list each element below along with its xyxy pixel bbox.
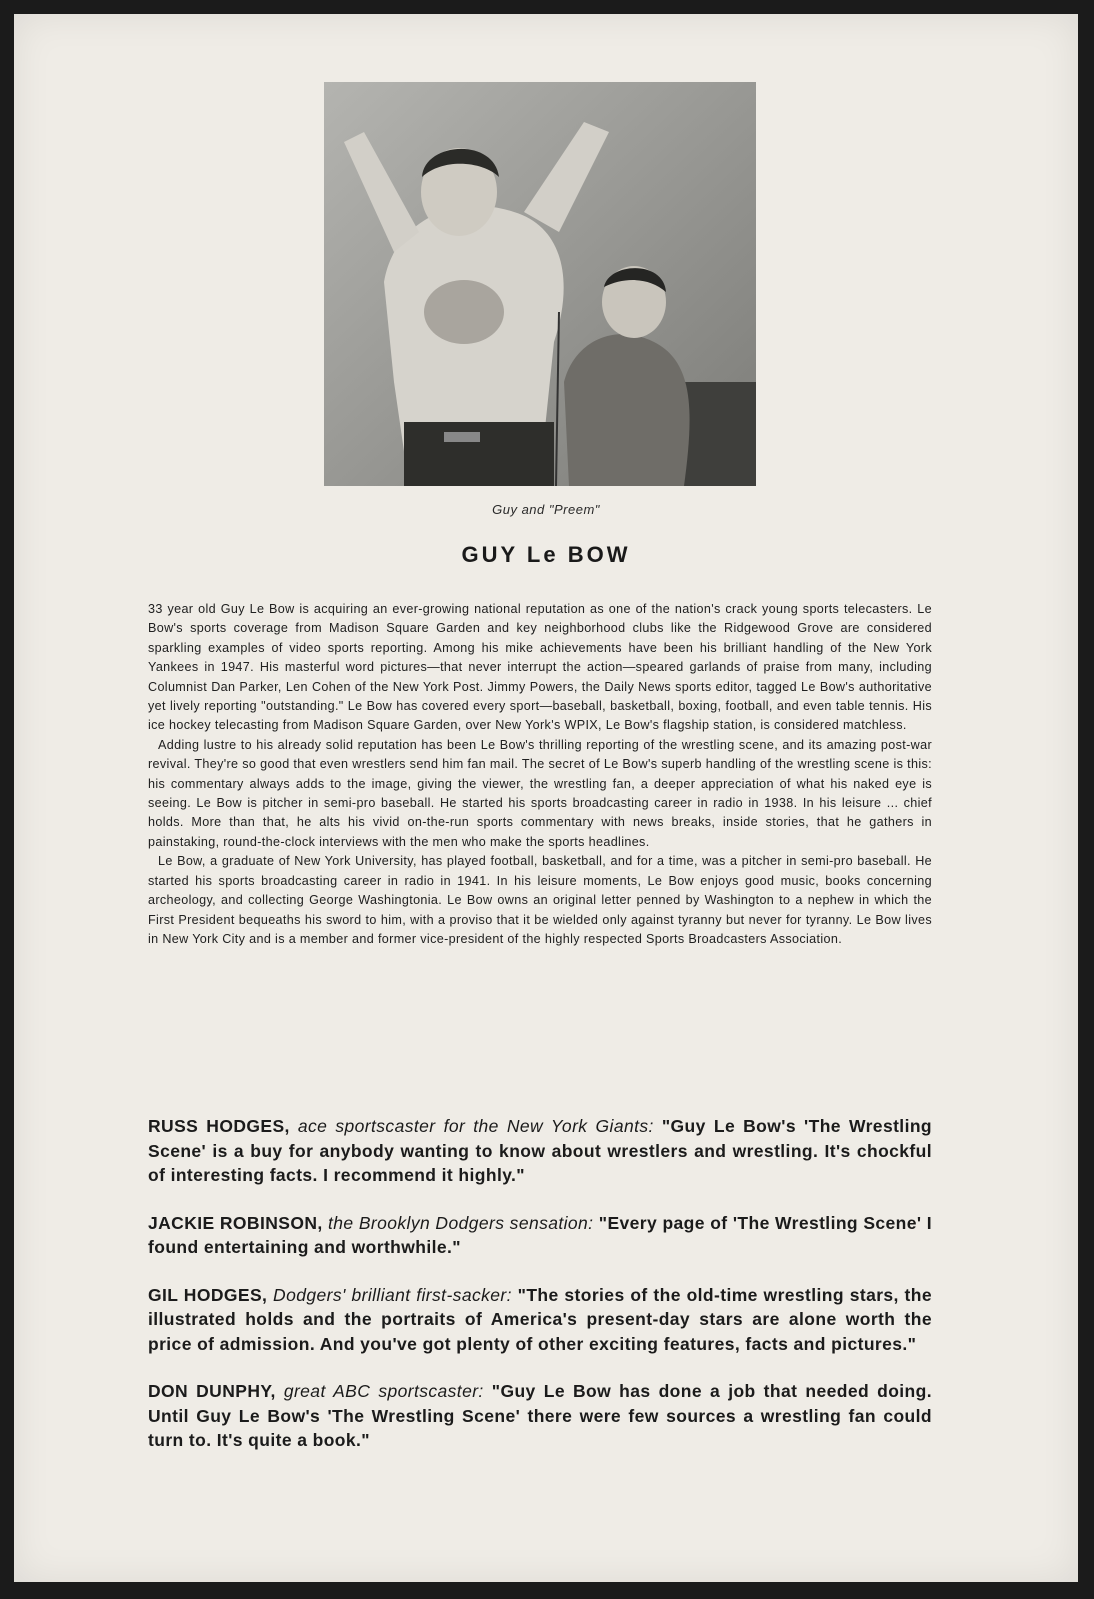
endorsements xyxy=(148,1114,932,1476)
wrestler-photo xyxy=(324,82,756,486)
endorsement-quote xyxy=(148,1283,932,1357)
endorser-name: JACKIE ROBINSON, xyxy=(148,1212,323,1233)
photo-caption: Guy and "Preem" xyxy=(492,502,600,517)
endorser-name: GIL HODGES, xyxy=(148,1284,268,1305)
endorsement-text: "Guy Le Bow's 'The Wrestling Scene' is a buy for anybody wanting to know about wrestlers and wrestling. It's chockful of interesting facts. I recommend it highly." xyxy=(148,1116,933,1185)
endorsement-quote xyxy=(148,1379,932,1453)
endorsement-text: "The stories of the old-time wrestling stars, the illustrated holds and the portraits of America's present-day stars are alone worth the price of admission. And you've got plenty of other exciting features, facts and pictures." xyxy=(148,1284,933,1354)
endorsement-text: "Guy Le Bow has done a job that needed doing. Until Guy Le Bow's 'The Wrestling Scene' there were few sources a wrestling fan could turn to. It's quite a book." xyxy=(148,1381,932,1450)
endorser-role: great ABC sportscaster: xyxy=(283,1381,484,1401)
page-title: GUY Le BOW xyxy=(461,542,631,567)
bio-paragraph: Adding lustre to his already solid reputation has been Le Bow's thrilling reporting of the wrestling scene, and its amazing post-war revival. They're so good that even wrestlers send him fan mail. The secret of Le Bow's superb handling of the wrestling scene is this: his commentary always adds to the image, giving the viewer, the wrestling fan, a deeper appreciation of what his naked eye is seeing. Le Bow is pitcher in semi-pro baseball. He started his sports broadcasting career in radio in 1938. In his leisure ... chief holds. More than that, he alts his vivid on-the-run sports commentary with news breaks, inside stories, that he gathers in painstaking, round-the-clock interviews with the men who make the sports headlines. xyxy=(148,737,932,849)
endorser-name: DON DUNPHY, xyxy=(148,1381,276,1401)
endorsement-text: "Every page of 'The Wrestling Scene' I found entertaining and worthwhile." xyxy=(148,1212,933,1257)
book-back-cover xyxy=(14,14,1078,1582)
endorsement-quote xyxy=(148,1211,932,1260)
endorser-role: Dodgers' brilliant first-sacker: xyxy=(273,1284,512,1305)
bio-paragraph: 33 year old Guy Le Bow is acquiring an ever-growing national reputation as one of the nation's crack young sports telecasters. Le Bow's sports coverage from Madison Square Garden and key neighborhood clubs like the Ridgewood Grove are considered sparkling examples of video sports reporting. Among his mike achievements have been his brilliant handling of the New York Yankees in 1947. His masterful word pictures—that never interrupt the action—speared garlands of praise from many, including Columnist Dan Parker, Len Cohen of the New York Post. Jimmy Powers, the Daily News sports editor, tagged Le Bow's authoritative yet lively reporting "outstanding." Le Bow has covered every sport—baseball, basketball, boxing, football, and even table tennis. His ice hockey telecasting from Madison Square Garden, over New York's WPIX, Le Bow's flagship station, is considered matchless. xyxy=(148,602,932,733)
endorser-name: RUSS HODGES, xyxy=(148,1116,290,1136)
endorsement-quote xyxy=(148,1114,932,1188)
endorser-role: ace sportscaster for the New York Giants: xyxy=(297,1116,654,1136)
endorser-role: the Brooklyn Dodgers sensation: xyxy=(327,1212,594,1233)
biography xyxy=(148,600,932,949)
bio-paragraph: Le Bow, a graduate of New York University, has played football, basketball, and for a time, was a pitcher in semi-pro baseball. He started his sports broadcasting career in radio in 1941. In his leisure moments, Le Bow enjoys good music, books concerning archeology, and collecting George Washingtonia. Le Bow owns an original letter penned by Washington to a nephew in which the First President bequeaths his sword to him, with a proviso that it be wielded only against tyranny but never for tyranny. Le Bow lives in New York City and is a member and former vice-president of the highly respected Sports Broadcasters Association. xyxy=(148,854,932,946)
